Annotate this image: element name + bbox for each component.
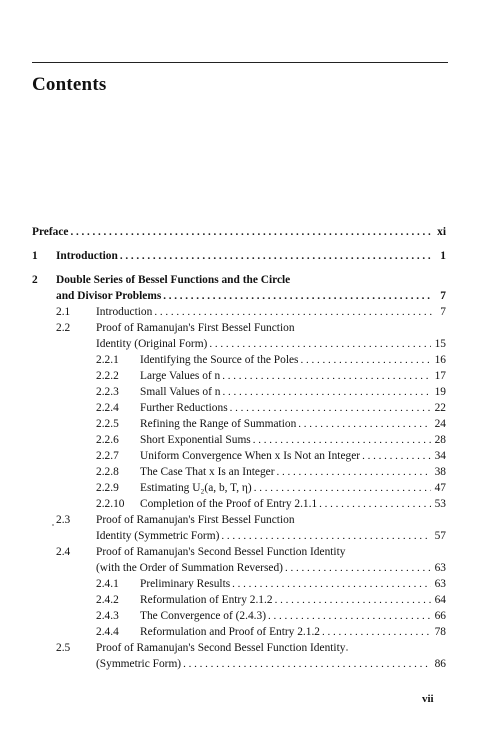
toc-entry-number: 2.2.6 <box>96 434 119 446</box>
dot-leader <box>285 560 431 576</box>
dot-leader <box>253 432 431 448</box>
toc-entry <box>32 336 446 352</box>
toc-entry-number: 2.5 <box>56 642 71 654</box>
toc-entry <box>32 304 446 320</box>
toc-entry <box>32 544 446 560</box>
toc-entry <box>32 576 446 592</box>
toc-entry-page: 34 <box>434 450 446 462</box>
toc-entry-page: 28 <box>434 434 446 446</box>
toc-entry-number: 2.4.3 <box>96 610 119 622</box>
toc-entry <box>32 384 446 400</box>
toc-entry-number: 2.2.1 <box>96 354 119 366</box>
toc-entry-number: 2.2 <box>56 322 71 334</box>
toc-entry <box>32 512 446 528</box>
toc-entry-title: Reformulation of Entry 2.1.2 <box>140 594 273 606</box>
toc-entry-page: xi <box>437 226 446 238</box>
toc-entry-title: Large Values of n <box>140 370 221 382</box>
toc-entry <box>32 528 446 544</box>
toc-entry-page: 19 <box>434 386 446 398</box>
page-title: Contents <box>32 74 107 95</box>
toc-entry <box>32 368 446 384</box>
toc-entry-title: (Symmetric Form) <box>96 658 182 670</box>
toc-entry-title: Proof of Ramanujan's First Bessel Function <box>96 514 295 526</box>
toc-entry-number: 1 <box>32 250 38 262</box>
toc-entry-number: 2.4 <box>56 546 71 558</box>
dot-leader <box>232 576 430 592</box>
dot-leader <box>222 384 430 400</box>
toc-entry-number: 2.4.2 <box>96 594 119 606</box>
toc-entry-title: Introduction <box>96 306 153 318</box>
toc-entry <box>32 608 446 624</box>
toc-entry-page: 38 <box>434 466 446 478</box>
top-rule <box>32 62 448 63</box>
toc-entry-title: Refining the Range of Summation <box>140 418 297 430</box>
toc-entry-page: 17 <box>434 370 446 382</box>
toc-entry <box>32 480 446 496</box>
toc-entry-number: 2.2.5 <box>96 418 119 430</box>
toc-entry-page: 64 <box>434 594 446 606</box>
toc-entry-page: 24 <box>434 418 446 430</box>
toc-entry-title: and Divisor Problems <box>56 290 162 302</box>
toc-entry-title: Double Series of Bessel Functions and the Circle <box>56 274 291 286</box>
toc-entry <box>32 448 446 464</box>
toc-entry-title: Preliminary Results <box>140 578 231 590</box>
toc-entry-page: 16 <box>434 354 446 366</box>
dot-leader <box>221 528 430 544</box>
toc-entry-page: 47 <box>434 482 446 494</box>
toc-entry-page: 53 <box>434 498 446 510</box>
toc-entry-title: Uniform Convergence When x Is Not an Integer <box>140 450 361 462</box>
toc-entry-title: Proof of Ramanujan's Second Bessel Function Identity <box>96 546 346 558</box>
toc-entry-page: 63 <box>434 578 446 590</box>
toc-entry-number: 2.2.9 <box>96 482 119 494</box>
dot-leader <box>362 448 431 464</box>
toc-entry <box>32 656 446 672</box>
toc-entry <box>32 496 446 512</box>
toc-entry-title: Short Exponential Sums <box>140 434 251 446</box>
dot-leader <box>275 592 431 608</box>
toc-entry-number: 2.3 <box>56 514 71 526</box>
toc-entry-number: 2.4.4 <box>96 626 119 638</box>
toc-entry-title: Completion of the Proof of Entry 2.1.1 <box>140 498 318 510</box>
toc-entry-page: 78 <box>434 626 446 638</box>
toc-entry <box>32 272 446 288</box>
toc-entry-number: 2.2.3 <box>96 386 119 398</box>
toc-entry-number: 2.2.7 <box>96 450 119 462</box>
dot-leader <box>301 352 431 368</box>
toc-entry-number: 2 <box>32 274 38 286</box>
toc-entry-number: 2.2.10 <box>96 498 125 510</box>
toc-entry-page: 7 <box>440 290 446 302</box>
toc-entry-title: Estimating U₂(a, b, T, η) <box>140 482 252 494</box>
toc-entry-title: Proof of Ramanujan's Second Bessel Function Identity <box>96 642 346 654</box>
toc-entry-number: 2.2.8 <box>96 466 119 478</box>
dot-leader <box>268 608 431 624</box>
toc-entry <box>32 640 446 656</box>
dot-leader <box>298 416 430 432</box>
toc-entry <box>32 288 446 304</box>
toc-entry-title: Preface <box>32 226 69 238</box>
dot-leader <box>277 464 431 480</box>
toc-entry-title: Further Reductions <box>140 402 228 414</box>
print-speck <box>346 649 348 651</box>
toc-entry-page: 63 <box>434 562 446 574</box>
dot-leader <box>163 288 432 304</box>
toc-entry-title: Introduction <box>56 250 118 262</box>
toc-entry-page: 22 <box>434 402 446 414</box>
toc-entry <box>32 624 446 640</box>
toc-entry-title: Identifying the Source of the Poles <box>140 354 299 366</box>
toc-entry <box>32 224 446 240</box>
print-speck <box>52 524 54 526</box>
dot-leader <box>222 368 430 384</box>
toc-entry <box>32 400 446 416</box>
toc-entry-title: Reformulation and Proof of Entry 2.1.2 <box>140 626 321 638</box>
toc-entry-page: 66 <box>434 610 446 622</box>
toc-entry-title: Identity (Original Form) <box>96 338 208 350</box>
toc-entry-page: 86 <box>434 658 446 670</box>
toc-entry <box>32 248 446 264</box>
dot-leader <box>120 248 432 264</box>
toc-entry-title: The Convergence of (2.4.3) <box>140 610 266 622</box>
toc-entry-number: 2.2.4 <box>96 402 119 414</box>
toc-entry-page: 1 <box>440 250 446 262</box>
dot-leader <box>319 496 430 512</box>
dot-leader <box>209 336 430 352</box>
toc-entry <box>32 560 446 576</box>
toc-entry <box>32 320 446 336</box>
toc-entry <box>32 352 446 368</box>
toc-entry-number: 2.4.1 <box>96 578 119 590</box>
toc-entry <box>32 464 446 480</box>
toc-entry <box>32 432 446 448</box>
toc-entry-page: 15 <box>434 338 446 350</box>
toc-entry-number: 2.1 <box>56 306 71 318</box>
toc-entry-number: 2.2.2 <box>96 370 119 382</box>
dot-leader <box>230 400 431 416</box>
toc-entry-title: Small Values of n <box>140 386 221 398</box>
toc-entry-title: The Case That x Is an Integer <box>140 466 275 478</box>
toc-entry-page: 7 <box>440 306 446 318</box>
dot-leader <box>183 656 431 672</box>
dot-leader <box>154 304 432 320</box>
toc-entry-page: 57 <box>434 530 446 542</box>
toc-entry <box>32 416 446 432</box>
dot-leader <box>322 624 431 640</box>
toc-entry-title: Proof of Ramanujan's First Bessel Function <box>96 322 295 334</box>
dot-leader <box>70 224 432 240</box>
page-number: vii <box>422 693 434 705</box>
toc-entry-title: (with the Order of Summation Reversed) <box>96 562 283 574</box>
toc-entry-title: Identity (Symmetric Form) <box>96 530 220 542</box>
dot-leader <box>254 480 431 496</box>
toc-entry <box>32 592 446 608</box>
